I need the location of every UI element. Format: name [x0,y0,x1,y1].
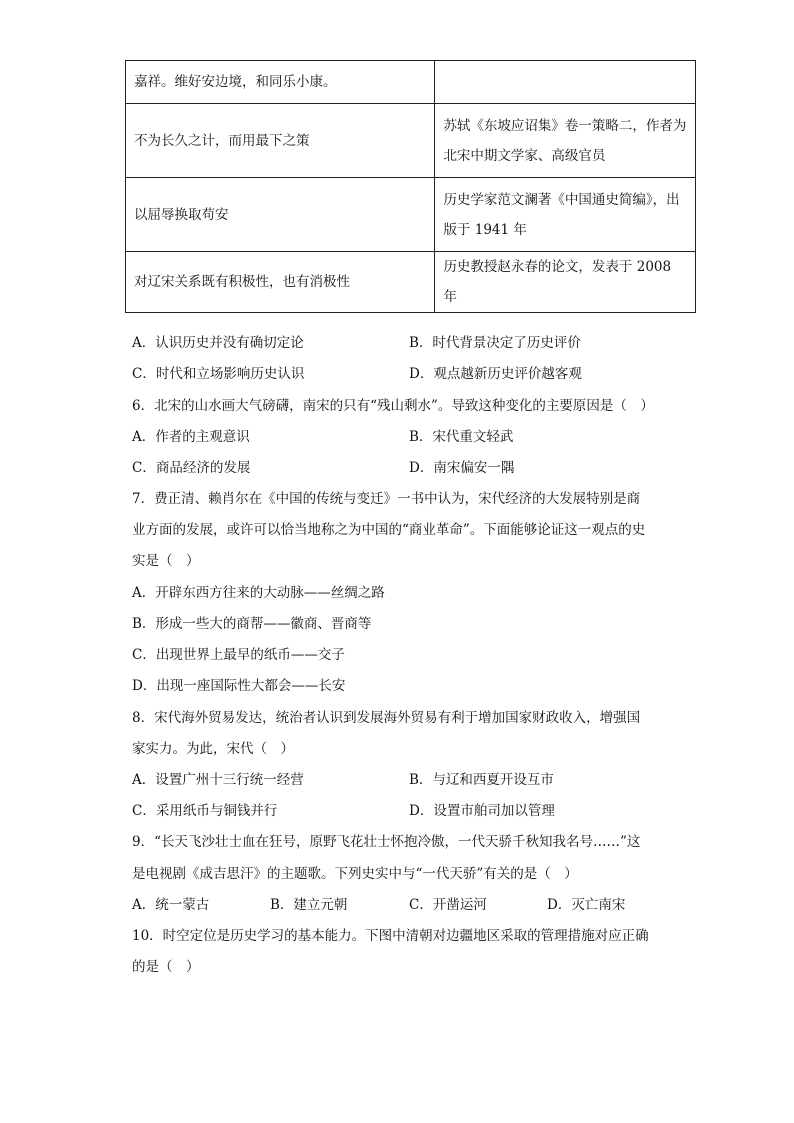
q6-option-c: C．商品经济的发展 [132,460,251,476]
table-cell-view: 嘉祥。维好安边境，和同乐小康。 [126,61,435,104]
q5-option-a: A．认识历史并没有确切定论 [132,335,304,351]
q9-stem-line2: 是电视剧《成吉思汗》的主题歌。下列史实中与“一代天骄”有关的是（ ） [132,866,578,882]
q8-option-b: B．与辽和西夏开设互市 [409,772,554,788]
table-cell-source: 历史教授赵永春的论文，发表于 2008 年 [435,252,696,313]
q9-option-d: D．灭亡南宋 [547,897,626,913]
q10-stem-line2: 的是（ ） [132,959,200,975]
q7-option-b: B．形成一些大的商帮——徽商、晋商等 [132,616,372,632]
table-row [126,61,696,104]
q7-stem-line2: 业方面的发展，或许可以恰当地称之为中国的“商业革命”。下面能够论证这一观点的史 [132,522,646,538]
q8-option-c: C．采用纸币与铜钱并行 [132,803,278,819]
q9-stem-line1: 9．“长天飞沙壮士血在狂号，原野飞花壮士怀抱冷傲，一代天骄千秋知我名号……”这 [132,834,641,850]
q9-option-c: C．开凿运河 [409,897,487,913]
table-cell-view: 不为长久之计，而用最下之策 [126,104,435,178]
q6-option-a: A．作者的主观意识 [132,429,250,445]
q10-stem-line1: 10．时空定位是历史学习的基本能力。下图中清朝对边疆地区采取的管理措施对应正确 [132,928,649,944]
table-cell-source: 苏轼《东坡应诏集》卷一策略二，作者为北宋中期文学家、高级官员 [435,104,696,178]
q7-option-d: D．出现一座国际性大都会——长安 [132,678,346,694]
viewpoint-table [125,60,696,313]
table-cell-source: 历史学家范文澜著《中国通史简编》，出版于 1941 年 [435,178,696,252]
q8-stem-line1: 8．宋代海外贸易发达，统治者认识到发展海外贸易有利于增加国家财政收入，增强国 [132,710,641,726]
table-row [126,178,696,252]
q5-option-c: C．时代和立场影响历史认识 [132,366,305,382]
q6-option-b: B．宋代重文轻武 [409,429,514,445]
q5-option-d: D．观点越新历史评价越客观 [409,366,582,382]
q6-stem: 6．北宋的山水画大气磅礴，南宋的只有“残山剩水”。导致这种变化的主要原因是（ ） [132,398,654,414]
q8-option-a: A．设置广州十三行统一经营 [132,772,304,788]
q6-option-d: D．南宋偏安一隅 [409,460,515,476]
table-row [126,252,696,313]
q7-option-a: A．开辟东西方往来的大动脉——丝绸之路 [132,585,385,601]
table-cell-source [435,61,696,104]
q7-option-c: C．出现世界上最早的纸币——交子 [132,647,345,663]
table-row [126,104,696,178]
q7-stem-line3: 实是（ ） [132,553,200,569]
q9-option-a: A．统一蒙古 [132,897,210,913]
q5-option-b: B．时代背景决定了历史评价 [409,335,581,351]
q8-stem-line2: 家实力。为此，宋代（ ） [132,741,294,757]
q7-stem-line1: 7．费正清、赖肖尔在《中国的传统与变迁》一书中认为，宋代经济的大发展特别是商 [132,491,641,507]
q9-option-b: B．建立元朝 [270,897,348,913]
q8-option-d: D．设置市舶司加以管理 [409,803,555,819]
table-cell-view: 对辽宋关系既有积极性，也有消极性 [126,252,435,313]
table-cell-view: 以屈辱换取苟安 [126,178,435,252]
